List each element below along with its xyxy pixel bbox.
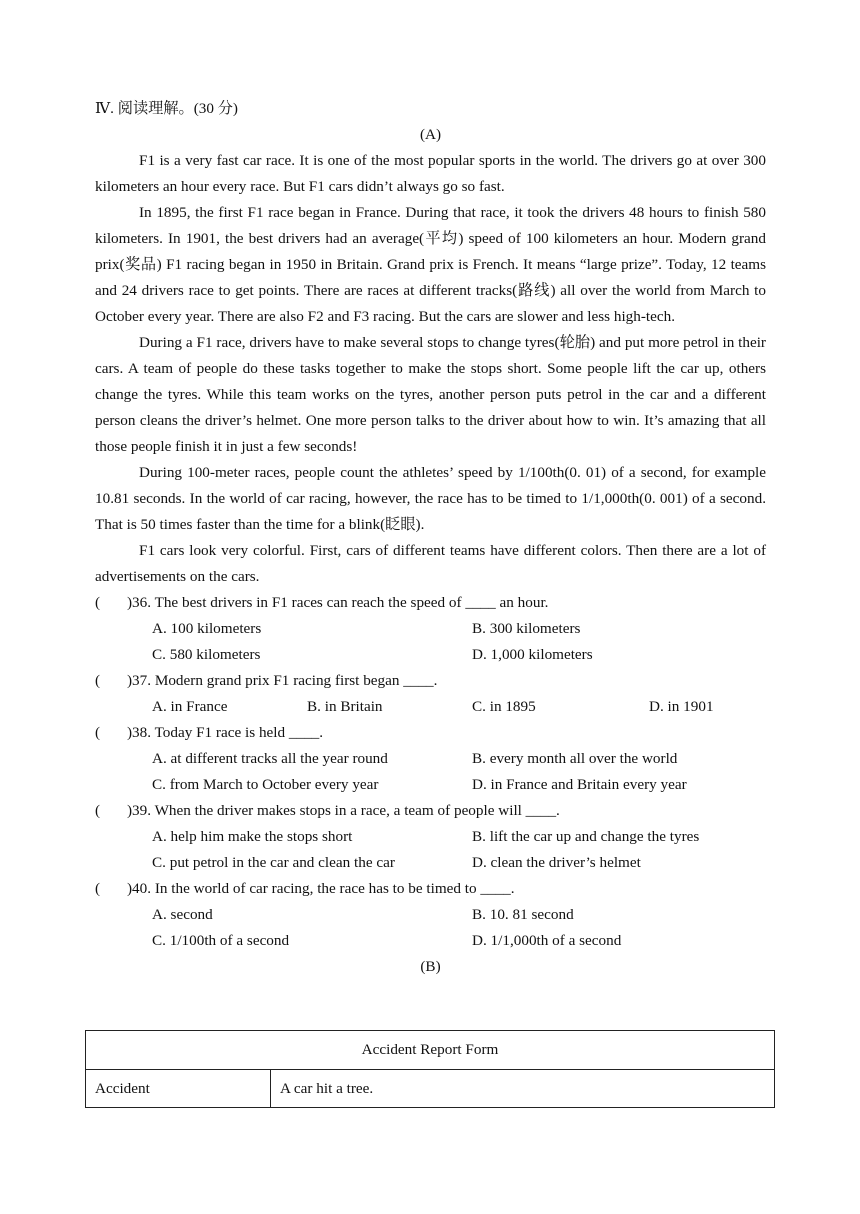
passage-a-paragraph-4: During 100-meter races, people count the athletes’ speed by 1/100th(0. 01) of a second, for example 10.81 seconds. In the world of car racing, however, the race has to be timed to 1/1,000th(0. 001) of a second. That is 50 times faster than the time for a blink(眨眼). bbox=[95, 464, 766, 533]
question-40 bbox=[95, 876, 766, 902]
accident-report-form bbox=[85, 1030, 775, 1108]
option-c[interactable]: C. 580 kilometers bbox=[152, 646, 261, 663]
worksheet-page bbox=[95, 96, 766, 980]
table-row bbox=[86, 1070, 775, 1108]
form-title: Accident Report Form bbox=[86, 1031, 775, 1070]
answer-blank[interactable]: ( bbox=[95, 594, 101, 611]
question-37-options-row bbox=[95, 694, 766, 720]
question-36-options-row-2 bbox=[95, 642, 766, 668]
option-a[interactable]: A. help him make the stops short bbox=[152, 828, 353, 845]
question-36-options-row-1 bbox=[95, 616, 766, 642]
option-b[interactable]: B. lift the car up and change the tyres bbox=[472, 828, 700, 845]
passage-a-paragraph-2: In 1895, the first F1 race began in France. During that race, it took the drivers 48 hours to finish 580 kilometers. In 1901, the best drivers had an average(平均) speed of 100 kilometers an hour. Modern grand prix(奖品) F1 racing began in 1950 in Britain. Grand prix is French. It means “large prize”. Today, 12 teams and 24 drivers race to get points. There are races at different tracks(路线) all over the world from March to October every year. There are also F2 and F3 racing. But the cars are slower and less high-tech. bbox=[95, 204, 766, 325]
option-a[interactable]: A. at different tracks all the year round bbox=[152, 750, 388, 767]
passage-b-label: (B) bbox=[420, 958, 441, 975]
option-b[interactable]: B. 300 kilometers bbox=[472, 620, 581, 637]
option-b[interactable]: B. in Britain bbox=[307, 698, 383, 715]
question-39-options-row-1 bbox=[95, 824, 766, 850]
answer-blank[interactable]: ( bbox=[95, 802, 101, 819]
option-b[interactable]: B. 10. 81 second bbox=[472, 906, 574, 923]
question-40-options-row-2 bbox=[95, 928, 766, 954]
question-37 bbox=[95, 668, 766, 694]
option-c[interactable]: C. put petrol in the car and clean the car bbox=[152, 854, 395, 871]
report-table bbox=[85, 1030, 775, 1108]
question-text: )36. The best drivers in F1 races can reach the speed of ____ an hour. bbox=[127, 594, 549, 611]
passage-a-paragraph-5: F1 cars look very colorful. First, cars of different teams have different colors. Then there are a lot of advertisements on the cars. bbox=[95, 542, 766, 585]
option-d[interactable]: D. 1/1,000th of a second bbox=[472, 932, 622, 949]
option-c[interactable]: C. from March to October every year bbox=[152, 776, 379, 793]
option-b[interactable]: B. every month all over the world bbox=[472, 750, 678, 767]
option-a[interactable]: A. 100 kilometers bbox=[152, 620, 262, 637]
option-d[interactable]: D. clean the driver’s helmet bbox=[472, 854, 641, 871]
question-40-options-row-1 bbox=[95, 902, 766, 928]
field-label: Accident bbox=[86, 1070, 271, 1108]
question-38 bbox=[95, 720, 766, 746]
option-a[interactable]: A. second bbox=[152, 906, 213, 923]
option-d[interactable]: D. 1,000 kilometers bbox=[472, 646, 593, 663]
option-c[interactable]: C. 1/100th of a second bbox=[152, 932, 290, 949]
question-text: )39. When the driver makes stops in a race, a team of people will ____. bbox=[127, 802, 560, 819]
passage-a-paragraph-3: During a F1 race, drivers have to make several stops to change tyres(轮胎) and put more petrol in their cars. A team of people do these tasks together to make the stops short. Some people lift the car up, others change the tyres. While this team works on the tyres, another person puts petrol in the car and a different person cleans the driver’s helmet. One more person talks to the driver about how to win. It’s amazing that all those people finish it in just a few seconds! bbox=[95, 334, 766, 455]
section-heading: Ⅳ. 阅读理解。(30 分) bbox=[95, 100, 238, 117]
option-a[interactable]: A. in France bbox=[152, 698, 228, 715]
passage-a-label: (A) bbox=[419, 126, 442, 143]
question-38-options-row-2 bbox=[95, 772, 766, 798]
question-text: )40. In the world of car racing, the race has to be timed to ____. bbox=[127, 880, 515, 897]
option-d[interactable]: D. in France and Britain every year bbox=[472, 776, 687, 793]
question-text: )37. Modern grand prix F1 racing first began ____. bbox=[127, 672, 438, 689]
question-39-options-row-2 bbox=[95, 850, 766, 876]
passage-a-paragraph-1: F1 is a very fast car race. It is one of the most popular sports in the world. The drivers go at over 300 kilometers an hour every race. But F1 cars didn’t always go so fast. bbox=[95, 152, 766, 195]
option-c[interactable]: C. in 1895 bbox=[472, 698, 536, 715]
field-value: A car hit a tree. bbox=[271, 1070, 775, 1108]
question-36 bbox=[95, 590, 766, 616]
question-39 bbox=[95, 798, 766, 824]
answer-blank[interactable]: ( bbox=[95, 672, 101, 689]
option-d[interactable]: D. in 1901 bbox=[649, 698, 714, 715]
answer-blank[interactable]: ( bbox=[95, 724, 101, 741]
answer-blank[interactable]: ( bbox=[95, 880, 101, 897]
question-text: )38. Today F1 race is held ____. bbox=[127, 724, 324, 741]
table-title-row bbox=[86, 1031, 775, 1070]
question-38-options-row-1 bbox=[95, 746, 766, 772]
